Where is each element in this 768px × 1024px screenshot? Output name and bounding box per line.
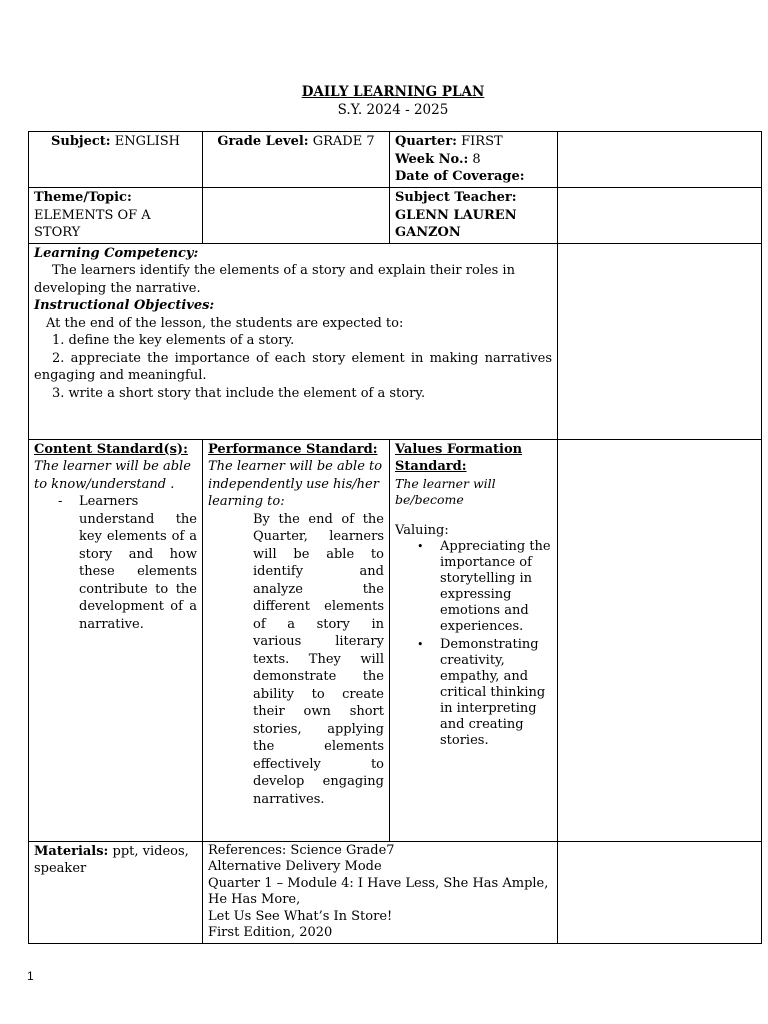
learning-competency-label: Learning Competency: bbox=[34, 245, 199, 261]
reference-line: Let Us See What’s In Store! bbox=[208, 908, 393, 924]
content-standard-intro: The learner will be able to know/understand . bbox=[34, 459, 191, 492]
teacher-cell bbox=[390, 188, 558, 244]
empty-cell bbox=[558, 188, 762, 244]
quarter-value: FIRST bbox=[461, 134, 503, 149]
grade-level-value: GRADE 7 bbox=[312, 134, 375, 149]
week-label: Week No.: bbox=[395, 151, 469, 167]
values-list bbox=[395, 539, 552, 749]
quarter-label: Quarter: bbox=[395, 134, 457, 149]
list-item: • Demonstrating creativity, empathy, and critical thinking in interpreting and creating stories. bbox=[395, 637, 552, 749]
theme-value: ELEMENTS OF A STORY bbox=[34, 207, 151, 240]
materials-value: ppt, videos, speaker bbox=[34, 843, 189, 876]
instructional-objectives-label: Instructional Objectives: bbox=[34, 298, 215, 313]
empty-cell bbox=[558, 841, 762, 943]
document-header bbox=[0, 84, 768, 120]
school-year: S.Y. 2024 - 2025 bbox=[337, 102, 449, 118]
quarter-cell bbox=[390, 132, 558, 188]
reference-line: First Edition, 2020 bbox=[208, 925, 333, 940]
empty-cell bbox=[558, 243, 762, 439]
content-standard-label: Content Standard(s): bbox=[34, 441, 188, 457]
empty-cell bbox=[558, 132, 762, 188]
reference-line: Quarter 1 – Module 4: I Have Less, She Has Ample, He Has More, bbox=[208, 875, 549, 907]
teacher-label: Subject Teacher: bbox=[395, 190, 517, 205]
table-row bbox=[29, 243, 762, 439]
empty-cell bbox=[203, 188, 390, 244]
list-item: 3. write a short story that include the element of a story. bbox=[52, 385, 426, 401]
subject-label: Subject: bbox=[50, 134, 111, 149]
performance-standard-cell bbox=[203, 439, 390, 841]
page-number: 1 bbox=[27, 969, 34, 983]
teacher-name: GLENN LAUREN GANZON bbox=[395, 207, 517, 240]
week-value: 8 bbox=[472, 151, 481, 167]
competency-cell bbox=[29, 243, 558, 439]
lesson-plan-table bbox=[28, 131, 762, 944]
performance-standard-text: By the end of the Quarter, learners will be able to identify and analyze the different elements of a story in various literary texts. They will demonstrate the ability to create their own short stories, applying the elements effectively to develop engaging narratives. bbox=[253, 511, 384, 807]
valuing-label: Valuing: bbox=[395, 522, 449, 538]
objectives-intro: At the end of the lesson, the students are expected to: bbox=[46, 315, 404, 331]
reference-line: References: Science Grade7 bbox=[208, 842, 395, 858]
reference-line: Alternative Delivery Mode bbox=[208, 859, 382, 874]
list-item: 2. appreciate the importance of each story element in making narratives engaging and meaningful. bbox=[34, 350, 552, 383]
values-formation-cell bbox=[390, 439, 558, 841]
performance-standard-intro: The learner will be able to independently use his/her learning to: bbox=[208, 459, 383, 509]
content-standard-cell bbox=[29, 439, 203, 841]
table-row bbox=[29, 439, 762, 841]
document-title: DAILY LEARNING PLAN bbox=[301, 84, 485, 100]
performance-standard-label: Performance Standard: bbox=[208, 441, 378, 457]
values-formation-intro: The learner will be/become bbox=[395, 475, 496, 507]
theme-cell bbox=[29, 188, 203, 244]
theme-label: Theme/Topic: bbox=[34, 190, 132, 205]
references-cell bbox=[203, 841, 558, 943]
materials-cell bbox=[29, 841, 203, 943]
grade-level-label: Grade Level: bbox=[217, 134, 309, 149]
table-row bbox=[29, 841, 762, 943]
empty-cell bbox=[558, 439, 762, 841]
list-item: - Learners understand the key elements of a story and how these elements contribute to the development of a narrative. bbox=[34, 493, 197, 633]
values-formation-label: Values Formation Standard: bbox=[395, 441, 523, 474]
learning-competency-text: The learners identify the elements of a story and explain their roles in developing the narrative. bbox=[34, 263, 515, 296]
materials-label: Materials: bbox=[34, 843, 109, 859]
date-of-coverage-label: Date of Coverage: bbox=[395, 169, 525, 184]
table-row bbox=[29, 132, 762, 188]
subject-cell bbox=[29, 132, 203, 188]
grade-level-cell bbox=[203, 132, 390, 188]
content-standard-list bbox=[34, 493, 197, 633]
table-row bbox=[29, 188, 762, 244]
subject-value: ENGLISH bbox=[114, 134, 181, 149]
list-item: 1. define the key elements of a story. bbox=[52, 333, 295, 348]
list-item: • Appreciating the importance of storytelling in expressing emotions and experiences. bbox=[395, 539, 552, 635]
